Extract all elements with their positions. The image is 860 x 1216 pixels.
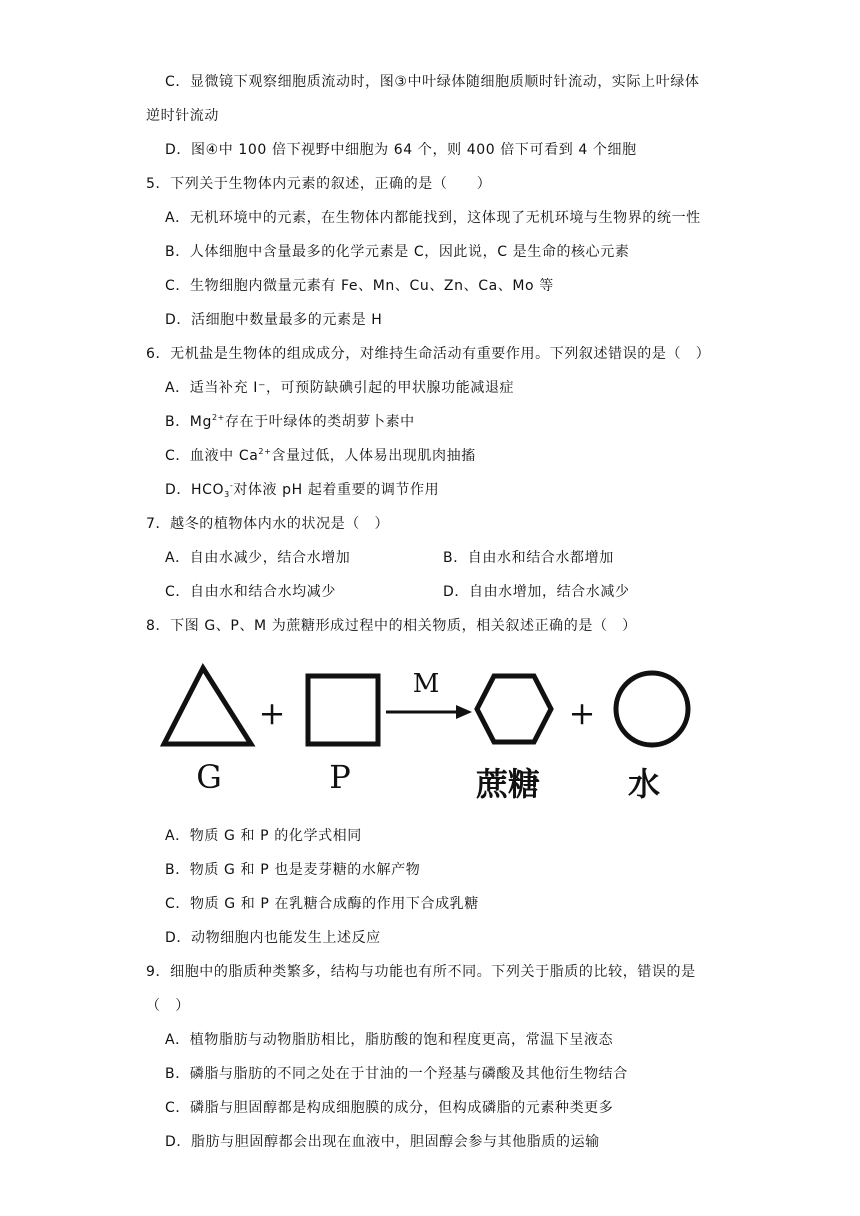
q6-option-a: A．适当补充 I⁻，可预防缺碘引起的甲状腺功能减退症 (165, 380, 515, 396)
q9-stem-line2: （ ） (146, 998, 190, 1014)
q5-option-d: D．活细胞中数量最多的元素是 H (165, 312, 383, 328)
q6-option-c-charge: 2+ (258, 447, 272, 456)
q7-stem: 7．越冬的植物体内水的状况是（ ） (146, 516, 390, 532)
q9-option-a: A．植物脂肪与动物脂肪相比，脂肪酸的饱和程度更高，常温下呈液态 (165, 1032, 614, 1048)
plus-sign-1: + (258, 694, 286, 732)
label-sucrose: 蔗糖 (475, 765, 541, 803)
q6-option-b-charge: 2+ (211, 413, 225, 422)
q7-option-d: D．自由水增加，结合水减少 (443, 584, 630, 600)
arrow-head (456, 705, 472, 719)
q6-option-c-post: 含量过低，人体易出现肌肉抽搐 (271, 448, 476, 464)
q6-option-b (165, 412, 415, 432)
q5-option-b: B．人体细胞中含量最多的化学元素是 C，因此说，C 是生命的核心元素 (165, 244, 630, 260)
q6-option-c (165, 446, 476, 466)
q6-option-b-pre: B．Mg (165, 414, 212, 430)
q6-option-d-subscript: 3 (224, 490, 230, 499)
q6-option-d-pre: D．HCO (165, 482, 225, 498)
q8-option-a: A．物质 G 和 P 的化学式相同 (165, 828, 362, 844)
arrow-label-m: M (412, 669, 440, 699)
q6-option-d-charge: - (229, 481, 234, 490)
q9-option-c: C．磷脂与胆固醇都是构成细胞膜的成分，但构成磷脂的元素种类更多 (165, 1100, 614, 1116)
square-p-shape (308, 676, 378, 744)
hexagon-sucrose-shape (477, 676, 551, 742)
q6-option-b-post: 存在于叶绿体的类胡萝卜素中 (224, 414, 415, 430)
q5-stem: 5．下列关于生物体内元素的叙述，正确的是（ ） (146, 176, 492, 192)
q6-option-d-post: 对体液 pH 起着重要的调节作用 (233, 482, 440, 498)
circle-water-shape (616, 673, 688, 745)
triangle-g-shape (164, 668, 251, 744)
q4-option-d: D．图④中 100 倍下视野中细胞为 64 个，则 400 倍下可看到 4 个细胞 (165, 142, 637, 158)
label-p: P (329, 758, 351, 796)
label-g: G (196, 758, 222, 796)
q9-option-b: B．磷脂与脂肪的不同之处在于甘油的一个羟基与磷酸及其他衍生物结合 (165, 1066, 628, 1082)
q7-option-b: B．自由水和结合水都增加 (443, 550, 614, 566)
label-water: 水 (627, 765, 661, 803)
sucrose-formation-diagram (150, 652, 710, 812)
q8-stem: 8．下图 G、P、M 为蔗糖形成过程中的相关物质，相关叙述正确的是（ ） (146, 618, 637, 634)
q9-option-d: D．脂肪与胆固醇都会出现在血液中，胆固醇会参与其他脂质的运输 (165, 1134, 600, 1150)
q6-option-c-pre: C．血液中 Ca (165, 448, 259, 464)
q7-option-a: A．自由水减少，结合水增加 (165, 550, 351, 566)
q9-stem-line1: 9．细胞中的脂质种类繁多，结构与功能也有所不同。下列关于脂质的比较，错误的是 (146, 964, 696, 980)
q8-option-b: B．物质 G 和 P 也是麦芽糖的水解产物 (165, 862, 421, 878)
q5-option-c: C．生物细胞内微量元素有 Fe、Mn、Cu、Zn、Ca、Mo 等 (165, 278, 554, 294)
q7-option-c: C．自由水和结合水均减少 (165, 584, 336, 600)
q4-option-c-line2: 逆时针流动 (146, 108, 219, 124)
q6-stem: 6．无机盐是生物体的组成成分，对维持生命活动有重要作用。下列叙述错误的是（ ） (146, 346, 711, 362)
q5-option-a: A．无机环境中的元素，在生物体内都能找到，这体现了无机环境与生物界的统一性 (165, 210, 701, 226)
q4-option-c-line1: C．显微镜下观察细胞质流动时，图③中叶绿体随细胞质顺时针流动，实际上叶绿体 (165, 74, 700, 90)
q6-option-d (165, 480, 439, 500)
q8-option-d: D．动物细胞内也能发生上述反应 (165, 930, 381, 946)
plus-sign-2: + (568, 694, 596, 732)
q8-option-c: C．物质 G 和 P 在乳糖合成酶的作用下合成乳糖 (165, 896, 479, 912)
